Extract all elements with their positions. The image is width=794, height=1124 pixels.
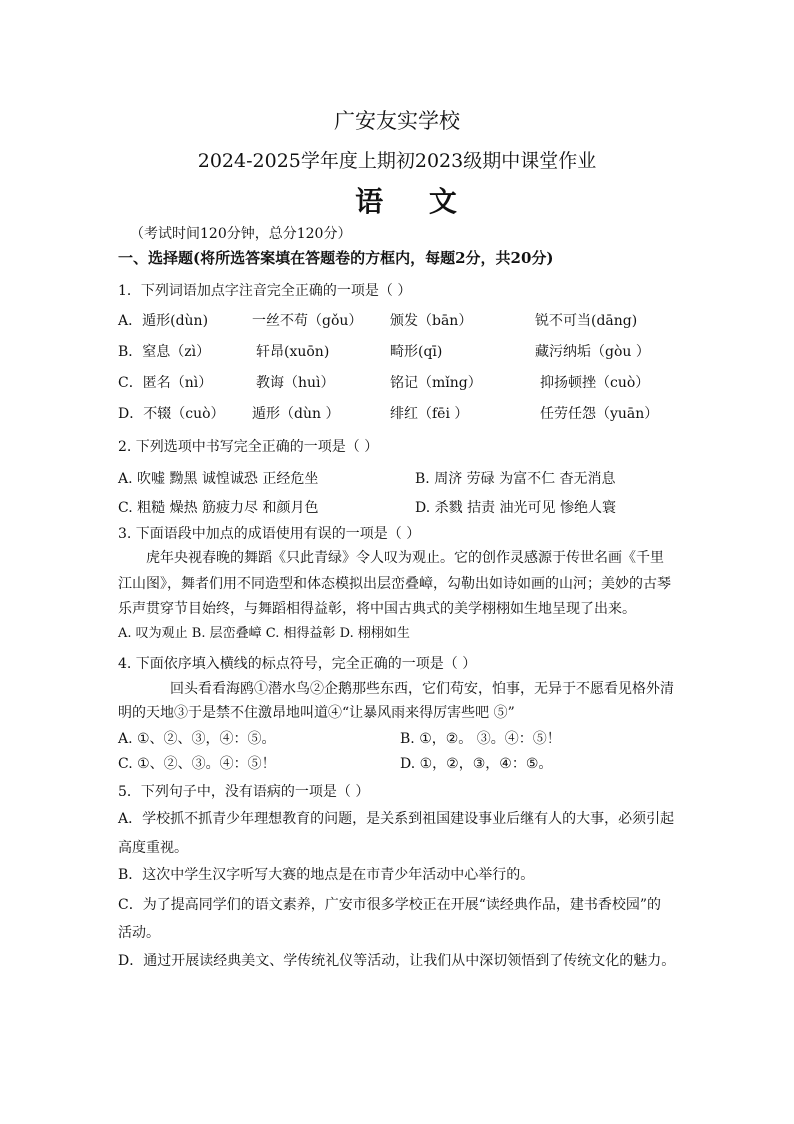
q2-option-a: A. 吹嘘 黝黑 诚惶诚恐 正经危坐	[118, 471, 319, 487]
q3-passage-line: 乐声贯穿节目始终，与舞蹈相得益彰，将中国古典式的美学栩栩如生地呈现了出来。	[118, 601, 636, 617]
q1-option-a-word3: 颁发（bān）	[390, 313, 473, 329]
q4-option-a: A. ①、②、③，④：⑤。	[118, 731, 276, 747]
q1-option-b-word4: 藏污纳垢（gòu ）	[535, 344, 650, 360]
q4-passage-line: 明的天地③于是禁不住激昂地叫道④“让暴风雨来得厉害些吧 ⑤”	[118, 705, 515, 721]
subject-title: 语 文	[355, 185, 475, 218]
q3-options: A. 叹为观止 B. 层峦叠嶂 C. 相得益彰 D. 栩栩如生	[118, 626, 410, 641]
q1-option-b-word2: 轩昂(xuōn)	[256, 344, 330, 360]
q5-option-line: A．学校抓不抓青少年理想教育的问题，是关系到祖国建设事业后继有人的大事，必须引起	[118, 811, 675, 827]
exam-title: 2024-2025学年度上期初2023级期中课堂作业	[197, 150, 597, 172]
q5-stem: 5．下列句子中，没有语病的一项是（ ）	[118, 784, 370, 800]
q1-option-b-word3: 畸形(qī)	[390, 344, 443, 360]
q2-option-b: B. 周济 劳碌 为富不仁 杳无消息	[415, 471, 616, 487]
q5-option-line: D．通过开展读经典美文、学传统礼仪等活动，让我们从中深切领悟到了传统文化的魅力。	[118, 953, 676, 969]
q1-option-c-word4: 抑扬顿挫（cuò）	[540, 375, 650, 391]
q4-stem: 4. 下面依序填入横线的标点符号，完全正确的一项是（ ）	[118, 656, 477, 672]
q2-option-c: C. 粗糙 燥热 筋疲力尽 和颜月色	[118, 500, 319, 516]
q4-option-d: D. ①，②，③，④：⑤。	[400, 756, 553, 772]
q5-option-line: C．为了提高同学们的语文素养，广安市很多学校正在开展“读经典作品，建书香校园”的	[118, 897, 662, 913]
q1-option-c-word2: 教诲（huì）	[256, 375, 335, 391]
q5-option-line: B．这次中学生汉字听写大赛的地点是在市青少年活动中心举行的。	[118, 867, 535, 883]
q1-option-d-word1: D．不辍（cuò）	[118, 406, 225, 422]
q1-option-d-word2: 遁形（dùn ）	[252, 406, 340, 422]
q1-stem: 1．下列词语加点字注音完全正确的一项是（ ）	[118, 283, 412, 299]
q1-option-d-word4: 任劳任怨（yuān）	[540, 406, 659, 422]
q5-option-line: 高度重视。	[118, 840, 188, 856]
q1-option-c-word1: C．匿名（nì）	[118, 375, 213, 391]
q4-passage-line: 回头看看海鸥①潜水鸟②企鹅那些东西，它们苟安，怕事，无异于不愿看见格外清	[170, 681, 674, 697]
section1-title: 一、选择题(将所选答案填在答题卷的方框内，每题2分，共20分)	[118, 249, 554, 267]
q3-passage-line: 江山图》，舞者们用不同造型和体态模拟出层峦叠嶂，勾勒出如诗如画的山河；美妙的古琴	[118, 576, 671, 592]
q1-option-b-word1: B．窒息（zì）	[118, 344, 211, 360]
q1-option-c-word3: 铭记（mǐng）	[390, 375, 482, 391]
q2-option-d: D. 杀戮 拮责 油光可见 惨绝人寰	[415, 500, 616, 516]
q1-option-a-word2: 一丝不苟（gǒu）	[252, 313, 363, 329]
q1-option-a-word1: A．遁形(dùn)	[118, 313, 209, 329]
q2-stem: 2. 下列选项中书写完全正确的一项是（ ）	[118, 439, 379, 455]
exam-info: （考试时间120分钟，总分120分）	[130, 226, 352, 242]
school-name: 广安友实学校	[334, 109, 460, 133]
q4-option-c: C. ①、②、③。④：⑤！	[118, 756, 276, 772]
q3-stem: 3. 下面语段中加点的成语使用有误的一项是（ ）	[118, 526, 421, 542]
q1-option-a-word4: 锐不可当(dāng)	[535, 313, 638, 329]
q4-option-b: B. ①，②。 ③。④：⑤！	[400, 731, 561, 747]
q5-option-line: 活动。	[118, 925, 160, 941]
q3-passage-line: 虎年央视春晚的舞蹈《只此青绿》令人叹为观止。它的创作灵感源于传世名画《千里	[146, 550, 664, 566]
q1-option-d-word3: 绯红（fēi ）	[390, 406, 469, 422]
